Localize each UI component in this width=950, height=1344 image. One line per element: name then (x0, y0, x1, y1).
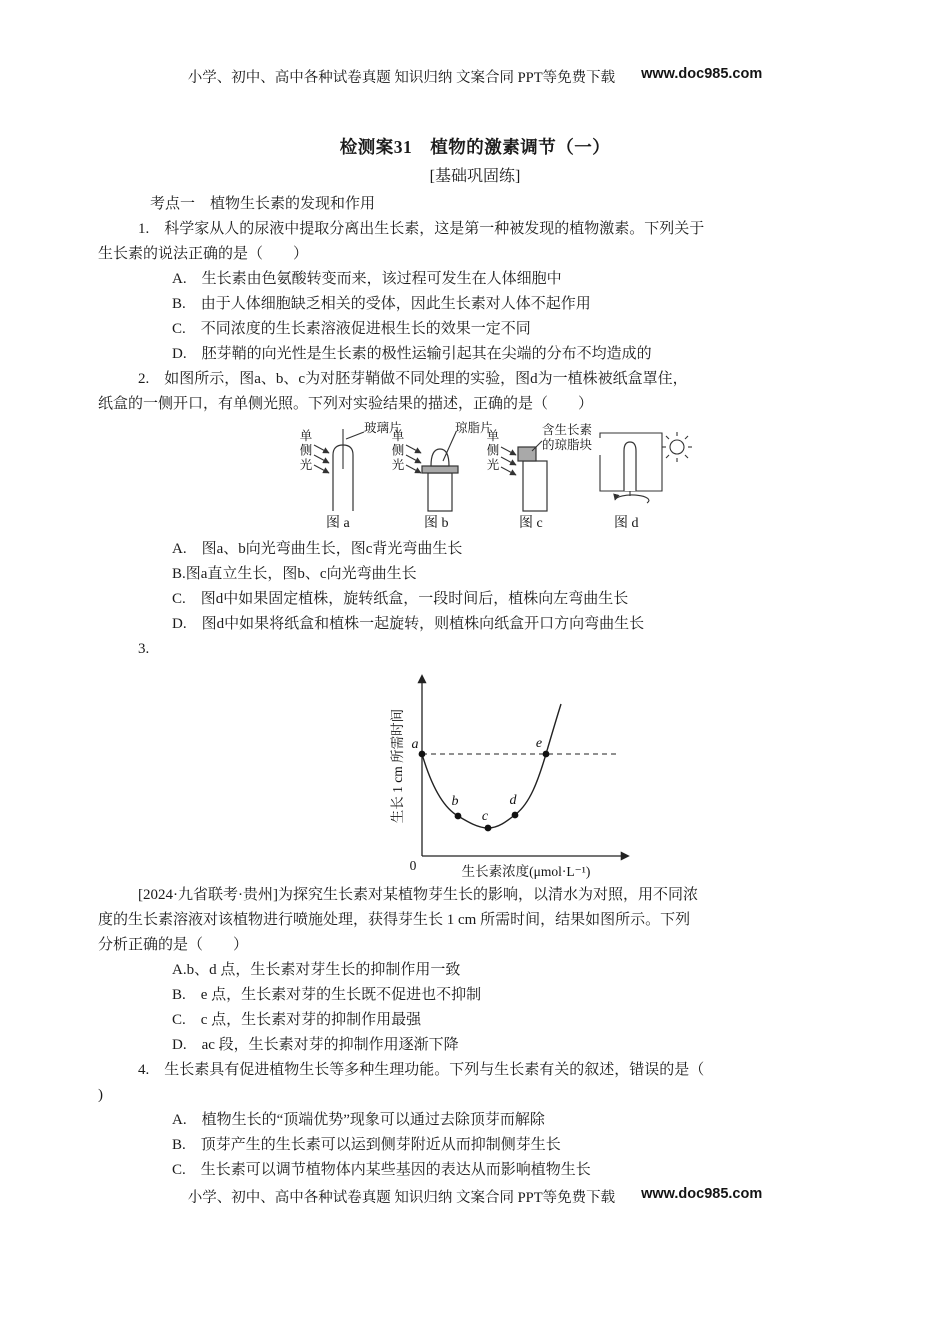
coleoptile-b-base (428, 473, 452, 511)
unilateral-light-label: 单侧光 (298, 429, 312, 473)
q2-option-a: A. 图a、b向光弯曲生长，图c背光弯曲生长 (172, 541, 463, 557)
y-axis-label: 生长 1 cm 所需时间 (390, 708, 405, 824)
footer-url-link[interactable]: www.doc985.com (641, 1186, 763, 1202)
q3-stem-line: 分析正确的是（ ） (98, 937, 249, 953)
q1-stem-line: 生长素的说法正确的是（ ） (98, 246, 309, 262)
q1-option-a: A. 生长素由色氨酸转变而来，该过程可发生在人体细胞中 (172, 271, 562, 287)
section-heading: 考点一 植物生长素的发现和作用 (150, 196, 376, 212)
q2-option-b: B.图a直立生长，图b、c向光弯曲生长 (172, 566, 417, 582)
block-pointer-line (532, 441, 542, 451)
coleoptile-b-tip (431, 449, 449, 466)
rotation-arrow-icon (615, 495, 649, 503)
light-arrow-icon (406, 465, 421, 473)
q4-option-c: C. 生长素可以调节植物体内某些基因的表达从而影响植物生长 (172, 1162, 591, 1178)
light-arrow-icon (501, 447, 516, 455)
figure-caption-c: 图 c (519, 516, 543, 531)
light-arrow-icon (501, 457, 516, 465)
point-label-a: a (411, 737, 419, 752)
figure-caption-a: 图 a (326, 516, 350, 531)
auxin-block-label: 含生长素 (542, 423, 593, 437)
q1-option-c: C. 不同浓度的生长素溶液促进根生长的效果一定不同 (172, 321, 531, 337)
panel-a (314, 429, 364, 511)
light-arrow-icon (314, 465, 329, 473)
data-point-c (485, 825, 492, 832)
light-arrow-icon (406, 455, 421, 463)
header-url-link[interactable]: www.doc985.com (641, 66, 763, 82)
data-point-d (512, 812, 519, 819)
plant (624, 442, 636, 491)
data-point-a (419, 751, 426, 758)
q4-option-b: B. 顶芽产生的生长素可以运到侧芽附近从而抑制侧芽生长 (172, 1137, 561, 1153)
sun-icon (662, 432, 692, 462)
point-label-c: c (481, 809, 489, 824)
footer-text: 小学、初中、高中各种试卷真题 知识归纳 文案合同 PPT等免费下载 (187, 1190, 616, 1206)
doc-footer (0, 1186, 950, 1207)
q2-stem-line: 纸盒的一侧开口，有单侧光照。下列对实验结果的描述，正确的是（ ） (98, 396, 594, 412)
q1-option-b: B. 由于人体细胞缺乏相关的受体，因此生长素对人体不起作用 (172, 296, 591, 312)
q3-stem-line: [2024·九省联考·贵州]为探究生长素对某植物芽生长的影响，以清水为对照，用不同浓 (138, 887, 698, 903)
q3-option-b: B. e 点，生长素对芽的生长既不促进也不抑制 (172, 987, 482, 1003)
q2-option-c: C. 图d中如果固定植株，旋转纸盒，一段时间后，植株向左弯曲生长 (172, 591, 629, 607)
q2-option-d: D. 图d中如果将纸盒和植株一起旋转，则植株向纸盒开口方向弯曲生长 (172, 616, 645, 632)
q3-option-c: C. c 点，生长素对芽的抑制作用最强 (172, 1012, 422, 1028)
dose-response-curve (422, 704, 561, 828)
agar-slice (422, 466, 458, 473)
panel-d (600, 432, 692, 503)
q3-option-d: D. ac 段，生长素对芽的抑制作用逐渐下降 (172, 1037, 459, 1053)
light-arrow-icon (406, 445, 421, 453)
auxin-curve-chart (388, 664, 650, 881)
origin-label: 0 (409, 858, 417, 873)
q4-stem-line: 4. 生长素具有促进植物生长等多种生理功能。下列与生长素有关的叙述，错误的是（ (138, 1062, 705, 1078)
unilateral-light-label: 单侧光 (485, 429, 499, 473)
agar-pointer-line (443, 432, 456, 461)
page-subtitle: [基础巩固练] (429, 168, 521, 185)
q3-stem-line: 度的生长素溶液对该植物进行喷施处理，获得芽生长 1 cm 所需时间，结果如图所示。下列 (98, 912, 691, 928)
agar-slice-label: 琼脂片 (455, 421, 493, 435)
light-arrow-icon (314, 455, 329, 463)
light-arrow-icon (314, 445, 329, 453)
q1-stem-line: 1. 科学家从人的尿液中提取分离出生长素，这是第一种被发现的植物激素。下列关于 (138, 221, 705, 237)
point-label-d: d (509, 793, 517, 808)
figure-caption-d: 图 d (614, 516, 639, 531)
data-point-e (543, 751, 550, 758)
doc-header (0, 66, 950, 87)
point-label-e: e (535, 736, 543, 751)
experiment-figure (280, 421, 712, 529)
panel-c (501, 441, 547, 511)
data-point-b (455, 813, 462, 820)
document-body (98, 192, 864, 1183)
auxin-block-label: 的琼脂块 (542, 438, 593, 452)
x-axis-label: 生长素浓度(μmol·L⁻¹) (461, 864, 591, 879)
unilateral-light-label: 单侧光 (390, 429, 404, 473)
q3-number: 3. (138, 641, 150, 657)
light-arrow-icon (501, 467, 516, 475)
glass-slide-label: 玻璃片 (364, 421, 402, 435)
coleoptile-c-decapitated (523, 461, 547, 511)
figure-caption-b: 图 b (424, 516, 449, 531)
q4-option-a: A. 植物生长的“顶端优势”现象可以通过去除顶芽而解除 (172, 1112, 545, 1128)
panel-b (406, 432, 458, 511)
q1-option-d: D. 胚芽鞘的向光性是生长素的极性运输引起其在尖端的分布不均造成的 (172, 346, 652, 362)
q2-stem-line: 2. 如图所示，图a、b、c为对胚芽鞘做不同处理的实验，图d为一植株被纸盒罩住， (138, 371, 688, 387)
point-label-b: b (451, 794, 459, 809)
header-text: 小学、初中、高中各种试卷真题 知识归纳 文案合同 PPT等免费下载 (187, 70, 616, 86)
q3-option-a: A.b、d 点，生长素对芽生长的抑制作用一致 (172, 962, 461, 978)
q4-stem-line: ) (98, 1087, 103, 1103)
page-title: 检测案31 植物的激素调节（一） (339, 137, 611, 157)
chart-drawing (388, 664, 650, 881)
glass-pointer-line (346, 432, 364, 439)
